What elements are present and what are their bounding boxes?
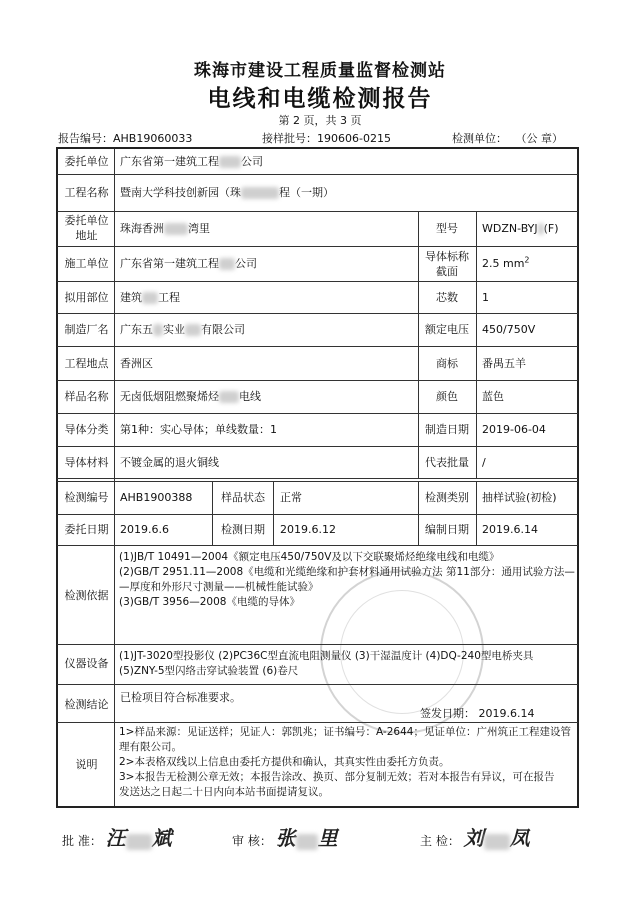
chief-inspector-signature: 主 检： 刘 凤 — [420, 826, 530, 850]
conductor-material-value: 不镀金属的退火铜线 — [120, 456, 219, 469]
notes-line: 1>样品来源：见证送样；见证人：郭凯兆；证书编号：A-2644；见证单位：广州筑正工程建设管 — [119, 726, 571, 738]
conductor-class-value: 第1种：实心导体；单线数量：1 — [120, 423, 277, 436]
test-number-value: AHB1900388 — [120, 491, 193, 504]
test-number-label: 检测编号 — [64, 491, 109, 504]
row-divider — [57, 514, 578, 515]
manufacture-date-label: 制造日期 — [425, 423, 469, 436]
row-divider — [57, 246, 578, 247]
row-divider — [57, 722, 578, 723]
brand-value: 番禺五羊 — [482, 357, 526, 370]
test-type-value: 抽样试验(初检) — [482, 491, 557, 504]
color-label: 颜色 — [436, 390, 458, 403]
project-value: 暨南大学科技创新园（珠 程（一期） — [120, 186, 334, 199]
row-divider — [57, 684, 578, 685]
manufacturer-value: 广东五 实业 有限公司 — [120, 323, 245, 336]
client-address-label-1: 委托单位 — [64, 214, 109, 227]
test-unit: 检测单位： （公 章） — [452, 132, 563, 145]
chief-handwriting: 刘 — [463, 826, 484, 850]
usage-part-label: 拟用部位 — [64, 291, 109, 304]
rated-voltage-value: 450/750V — [482, 323, 536, 336]
test-type-label: 检测类别 — [425, 491, 469, 504]
double-rule — [57, 481, 578, 482]
entrust-date-label: 委托日期 — [64, 523, 109, 536]
conductor-material-label: 导体材料 — [64, 456, 109, 469]
builder-label: 施工单位 — [64, 257, 109, 270]
column-divider — [476, 481, 477, 545]
row-divider — [57, 211, 578, 212]
sign-date: 签发日期： 2019.6.14 — [420, 707, 535, 720]
column-divider — [476, 211, 477, 478]
conclusion-text: 已检项目符合标准要求。 — [120, 691, 241, 704]
row-divider — [57, 380, 578, 381]
sample-state-value: 正常 — [280, 491, 302, 504]
sample-state-label: 样品状态 — [221, 491, 265, 504]
row-divider — [57, 346, 578, 347]
row-divider — [57, 281, 578, 282]
test-basis-line: (3)GB/T 3956—2008《电缆的导体》 — [119, 596, 300, 608]
site-value: 香洲区 — [120, 357, 153, 370]
client-address-label-2: 地址 — [75, 229, 98, 242]
cross-section-value: 2.5 $mm^2$ — [482, 255, 530, 270]
equipment-line: (1)JT-3020型投影仪 (2)PC36C型直流电阻测量仪 (3)干湿温度计 (4)DQ-240型电桥夹具 — [119, 650, 534, 662]
rated-voltage-label: 额定电压 — [425, 323, 469, 336]
notes-line: 2>本表格双线以上信息由委托方提供和确认，其真实性由委托方负责。 — [119, 756, 450, 768]
conclusion-label: 检测结论 — [64, 698, 109, 711]
client-address-value: 珠海香洲 湾里 — [120, 222, 210, 235]
row-divider — [57, 313, 578, 314]
org-name: 珠海市建设工程质量监督检测站 — [194, 61, 446, 81]
test-basis-line: (1)JB/T 10491—2004《额定电压450/750V及以下交联聚烯烃绝缘电线和电缆》 — [119, 551, 500, 563]
row-divider — [57, 413, 578, 414]
page-info: 第 2 页，共 3 页 — [278, 114, 362, 127]
usage-part-value: 建筑 工程 — [120, 291, 180, 304]
batch-size-label: 代表批量 — [425, 456, 469, 469]
sample-name-label: 样品名称 — [64, 390, 109, 403]
review-handwriting: 张 — [275, 826, 296, 850]
row-divider — [57, 446, 578, 447]
approve-signature: 批 准： 汪 斌 — [62, 826, 172, 850]
test-basis-line: (2)GB/T 2951.11—2008《电缆和光缆绝缘和护套材料通用试验方法 第11部分：通用试验方法— — [119, 566, 575, 578]
column-divider — [273, 481, 274, 545]
batch-size-value: / — [482, 456, 486, 469]
site-label: 工程地点 — [64, 357, 109, 370]
test-basis-line: —厚度和外形尺寸测量——机械性能试验》 — [119, 581, 319, 593]
review-signature: 审 核： 张 里 — [232, 826, 338, 850]
equipment-line: (5)ZNY-5型闪络击穿试验装置 (6)卷尺 — [119, 665, 299, 677]
client-value: 广东省第一建筑工程 公司 — [120, 155, 263, 168]
notes-line: 发送达之日起二十日内向本站书面提请复议。 — [119, 786, 329, 798]
test-basis-label: 检测依据 — [64, 589, 109, 602]
equipment-label: 仪器设备 — [64, 657, 109, 670]
manufacturer-label: 制造厂名 — [64, 323, 109, 336]
report-number: 报告编号：AHB19060033 — [58, 132, 193, 145]
test-date-value: 2019.6.12 — [280, 523, 336, 536]
builder-value: 广东省第一建筑工程 公司 — [120, 257, 257, 270]
row-divider — [57, 545, 578, 546]
double-rule — [57, 478, 578, 479]
client-label: 委托单位 — [64, 155, 109, 168]
row-divider — [57, 174, 578, 175]
core-count-label: 芯数 — [436, 291, 458, 304]
test-date-label: 检测日期 — [221, 523, 265, 536]
notes-label: 说明 — [75, 758, 98, 771]
core-count-value: 1 — [482, 291, 489, 304]
manufacture-date-value: 2019-06-04 — [482, 423, 546, 436]
model-value: WDZN-BYJ (F) — [482, 222, 559, 235]
compile-date-value: 2019.6.14 — [482, 523, 538, 536]
color-value: 蓝色 — [482, 390, 504, 403]
cross-section-label-1: 导体标称 — [425, 250, 469, 263]
row-divider — [57, 644, 578, 645]
model-label: 型号 — [436, 222, 458, 235]
report-title: 电线和电缆检测报告 — [207, 86, 433, 112]
project-label: 工程名称 — [64, 186, 109, 199]
batch-number: 接样批号：190606-0215 — [262, 132, 391, 145]
approve-handwriting: 汪 — [105, 826, 126, 850]
brand-label: 商标 — [436, 357, 458, 370]
sample-name-value: 无卤低烟阻燃聚烯烃 电线 — [120, 390, 261, 403]
cross-section-label-2: 截面 — [436, 265, 458, 278]
entrust-date-value: 2019.6.6 — [120, 523, 169, 536]
compile-date-label: 编制日期 — [425, 523, 469, 536]
notes-line: 3>本报告无检测公章无效；本报告涂改、换页、部分复制无效；若对本报告有异议，可在报告 — [119, 771, 555, 783]
conductor-class-label: 导体分类 — [64, 423, 109, 436]
notes-line: 理有限公司。 — [119, 741, 182, 753]
